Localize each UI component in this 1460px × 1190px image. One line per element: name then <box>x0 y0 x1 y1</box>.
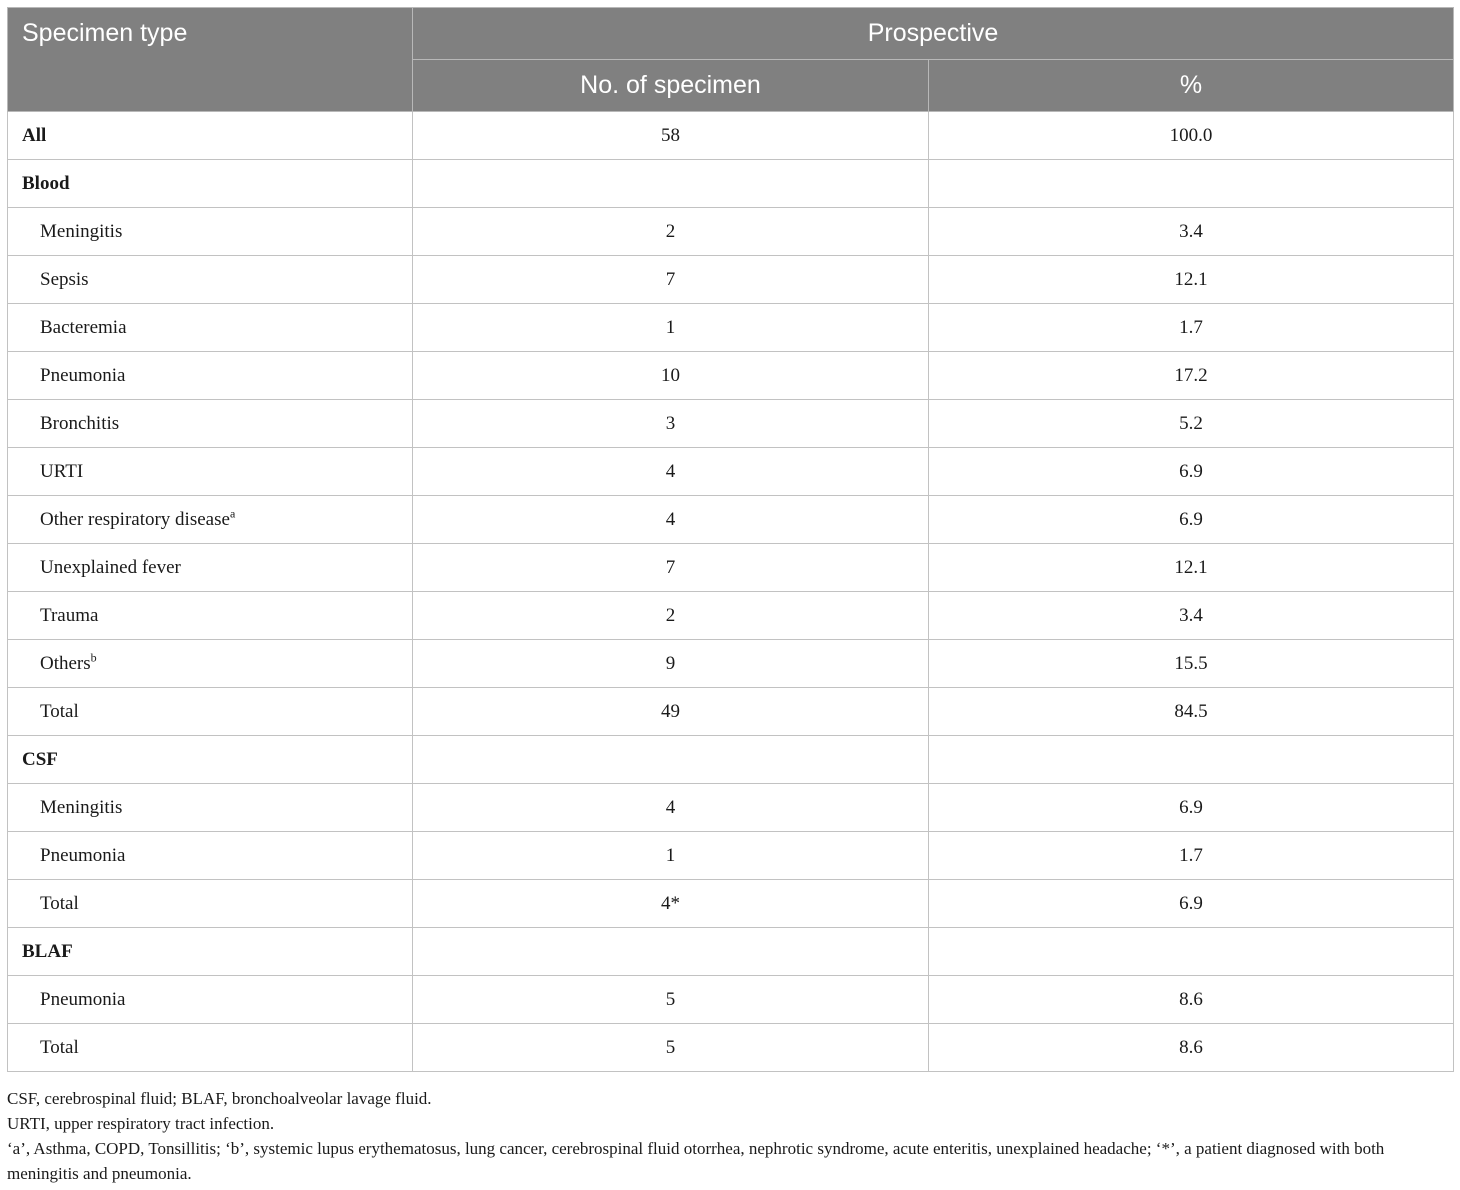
table-row <box>8 832 1454 880</box>
specimen-count-cell: 4 <box>413 784 929 832</box>
specimen-count-cell: 10 <box>413 352 929 400</box>
row-label <box>8 256 413 304</box>
specimen-count-cell: 7 <box>413 256 929 304</box>
row-label-text: Total <box>40 892 79 914</box>
table-row <box>8 112 1454 160</box>
section-label <box>8 928 413 976</box>
row-label-text: Blood <box>22 172 70 194</box>
header-prospective: Prospective <box>413 8 1454 60</box>
row-label-text: CSF <box>22 748 58 770</box>
row-label <box>8 592 413 640</box>
table-row <box>8 304 1454 352</box>
row-label <box>8 448 413 496</box>
row-label <box>8 352 413 400</box>
footnote-abbrev-urti: URTI, upper respiratory tract infection. <box>7 1114 275 1133</box>
percent-cell: 12.1 <box>929 256 1454 304</box>
footnote-marker: b <box>90 650 97 665</box>
row-label-text: Meningitis <box>40 220 123 242</box>
specimen-count-cell <box>413 160 929 208</box>
row-label <box>8 400 413 448</box>
specimen-count-cell: 5 <box>413 976 929 1024</box>
table-row <box>8 208 1454 256</box>
percent-cell: 1.7 <box>929 832 1454 880</box>
table-row <box>8 736 1454 784</box>
row-label-text: Meningitis <box>40 796 123 818</box>
percent-cell: 8.6 <box>929 1024 1454 1072</box>
row-label-text: All <box>22 124 47 146</box>
specimen-count-cell: 58 <box>413 112 929 160</box>
row-label <box>8 208 413 256</box>
row-label <box>8 688 413 736</box>
specimen-count-cell: 4 <box>413 496 929 544</box>
table-row <box>8 352 1454 400</box>
row-label <box>8 880 413 928</box>
specimen-count-cell <box>413 736 929 784</box>
header-percent: % <box>929 60 1454 112</box>
row-label-text: Others <box>40 652 91 674</box>
row-label-text: Bacteremia <box>40 316 127 338</box>
table-row <box>8 1024 1454 1072</box>
row-label <box>8 832 413 880</box>
percent-cell <box>929 160 1454 208</box>
specimen-count-cell: 2 <box>413 592 929 640</box>
table-body <box>8 112 1454 1072</box>
table-row <box>8 688 1454 736</box>
specimen-count-cell: 1 <box>413 832 929 880</box>
section-label <box>8 112 413 160</box>
specimen-count-cell: 1 <box>413 304 929 352</box>
row-label-text: Pneumonia <box>40 988 126 1010</box>
row-label-text: Unexplained fever <box>40 556 181 578</box>
row-label <box>8 784 413 832</box>
percent-cell <box>929 736 1454 784</box>
percent-cell: 5.2 <box>929 400 1454 448</box>
table-row <box>8 880 1454 928</box>
table-row <box>8 640 1454 688</box>
percent-cell: 1.7 <box>929 304 1454 352</box>
percent-cell: 6.9 <box>929 496 1454 544</box>
row-label-text: Pneumonia <box>40 844 126 866</box>
percent-cell: 3.4 <box>929 592 1454 640</box>
section-label <box>8 160 413 208</box>
table-header <box>8 8 1454 112</box>
row-label-text: Total <box>40 1036 79 1058</box>
percent-cell: 6.9 <box>929 448 1454 496</box>
footnote-abbrev-csf-blaf: CSF, cerebrospinal fluid; BLAF, bronchoalveolar lavage fluid. <box>7 1089 432 1108</box>
row-label <box>8 1024 413 1072</box>
table-row <box>8 448 1454 496</box>
row-label-text: Trauma <box>40 604 99 626</box>
percent-cell: 6.9 <box>929 784 1454 832</box>
specimen-count-cell: 4 <box>413 448 929 496</box>
row-label <box>8 976 413 1024</box>
specimen-count-cell: 9 <box>413 640 929 688</box>
specimen-count-cell: 2 <box>413 208 929 256</box>
table-row <box>8 928 1454 976</box>
specimen-count-cell: 5 <box>413 1024 929 1072</box>
percent-cell: 8.6 <box>929 976 1454 1024</box>
row-label-text: URTI <box>40 460 84 482</box>
row-label-text: Sepsis <box>40 268 89 290</box>
percent-cell: 100.0 <box>929 112 1454 160</box>
row-label <box>8 640 413 688</box>
footnote-markers: ‘a’, Asthma, COPD, Tonsillitis; ‘b’, systemic lupus erythematosus, lung cancer, cerebrospinal fluid otorrhea, nephrotic syndrome, acute enteritis, unexplained headache; ‘*’, a patient diagnosed with both meningitis and pneumonia. <box>7 1139 1385 1183</box>
percent-cell: 17.2 <box>929 352 1454 400</box>
table-row <box>8 976 1454 1024</box>
percent-cell: 3.4 <box>929 208 1454 256</box>
row-label <box>8 496 413 544</box>
row-label-text: BLAF <box>22 940 73 962</box>
table-row <box>8 256 1454 304</box>
specimen-count-cell: 3 <box>413 400 929 448</box>
percent-cell: 6.9 <box>929 880 1454 928</box>
table-footnotes <box>7 1086 1455 1186</box>
specimen-count-cell <box>413 928 929 976</box>
row-label <box>8 544 413 592</box>
row-label-text: Pneumonia <box>40 364 126 386</box>
percent-cell: 84.5 <box>929 688 1454 736</box>
specimen-count-cell: 4* <box>413 880 929 928</box>
header-no-of-specimen: No. of specimen <box>413 60 929 112</box>
table-row <box>8 544 1454 592</box>
percent-cell: 15.5 <box>929 640 1454 688</box>
specimen-count-cell: 49 <box>413 688 929 736</box>
specimen-count-cell: 7 <box>413 544 929 592</box>
section-label <box>8 736 413 784</box>
table-row <box>8 784 1454 832</box>
footnote-marker: a <box>229 506 236 521</box>
row-label-text: Bronchitis <box>40 412 120 434</box>
percent-cell <box>929 928 1454 976</box>
table-row <box>8 160 1454 208</box>
percent-cell: 12.1 <box>929 544 1454 592</box>
row-label <box>8 304 413 352</box>
table-row <box>8 496 1454 544</box>
header-specimen-type: Specimen type <box>8 8 413 112</box>
table-row <box>8 400 1454 448</box>
row-label-text: Total <box>40 700 79 722</box>
table-row <box>8 592 1454 640</box>
specimen-table <box>7 7 1454 1072</box>
row-label-text: Other respiratory disease <box>40 508 230 530</box>
